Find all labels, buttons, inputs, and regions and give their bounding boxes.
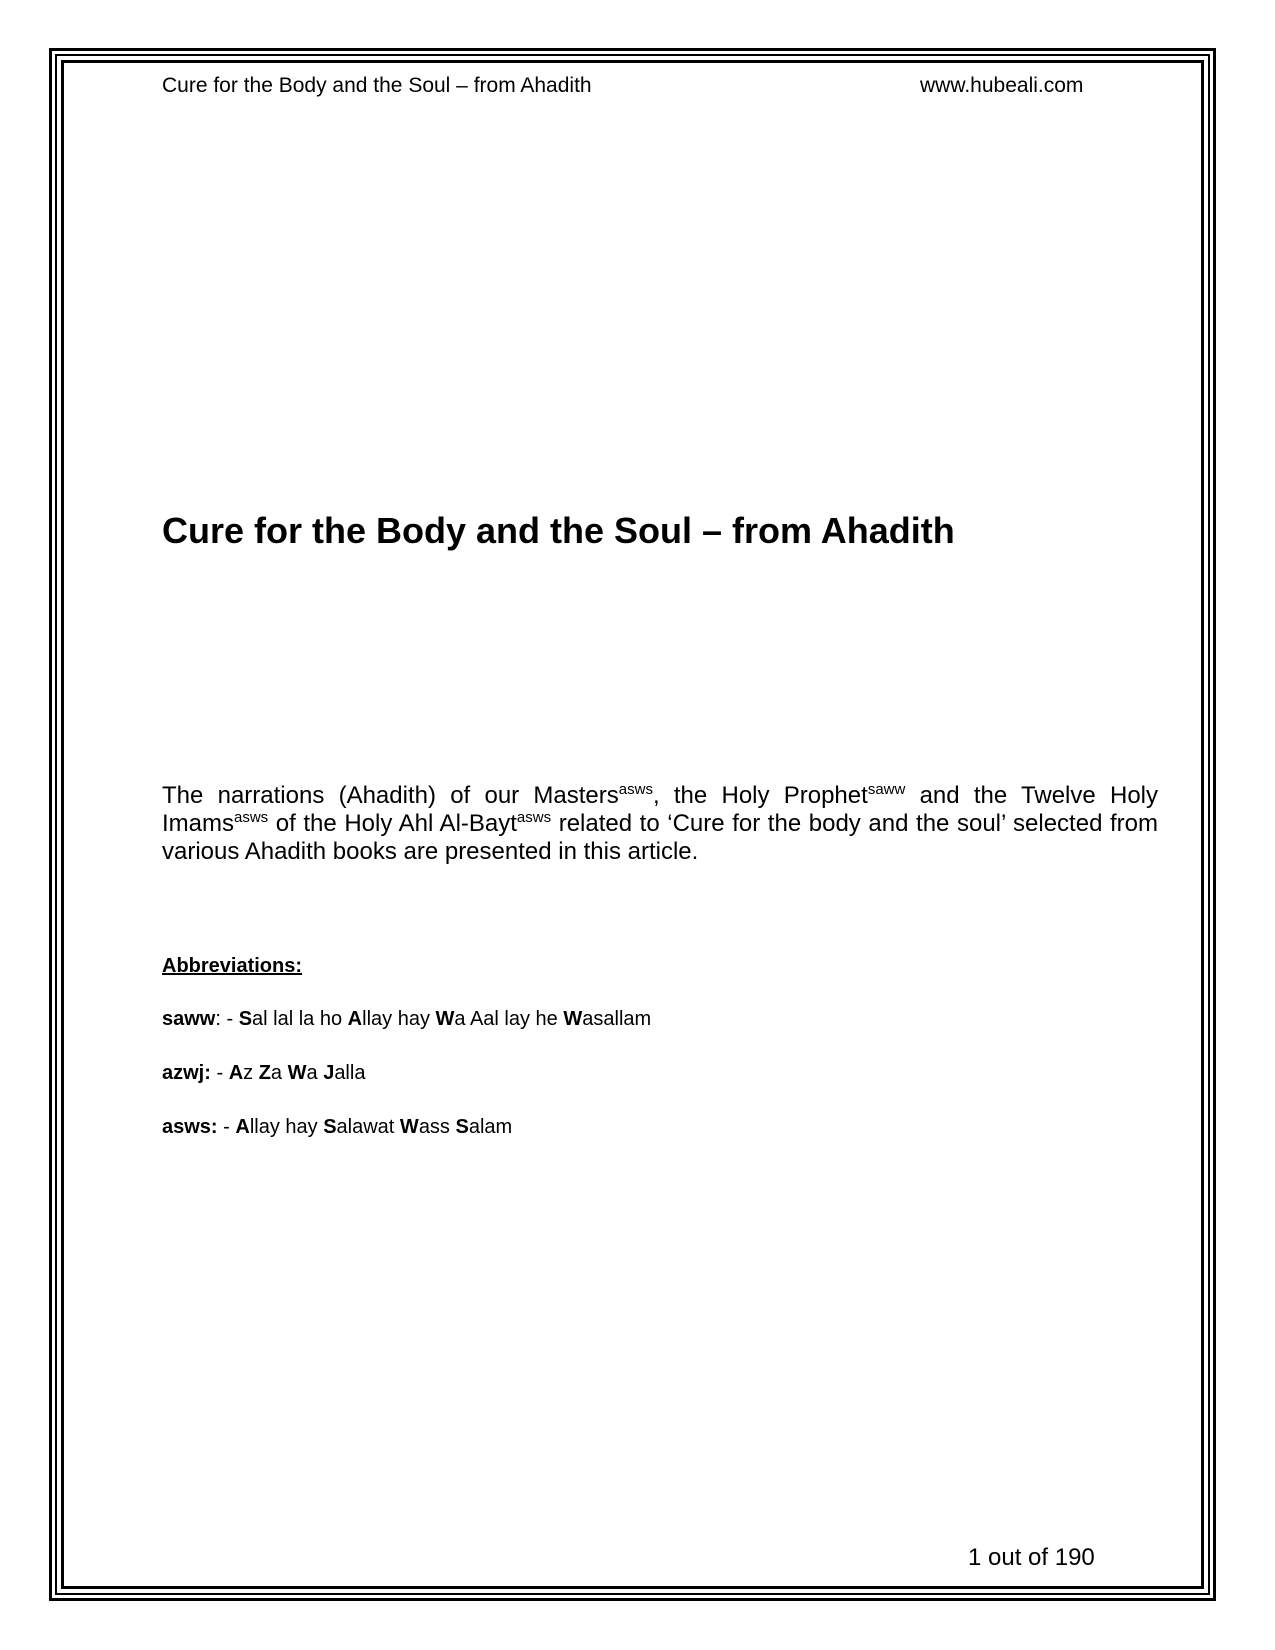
- abbreviation-letter: W: [399, 1116, 419, 1138]
- intro-text: The narrations (Ahadith) of our Masters: [162, 782, 619, 809]
- abbreviation-text: alam: [468, 1116, 513, 1138]
- running-header-title: Cure for the Body and the Soul – from Ahadith: [162, 74, 592, 97]
- abbreviation-separator: -: [217, 1116, 236, 1138]
- abbreviation-text: a: [270, 1062, 288, 1084]
- abbreviation-letter: A: [228, 1062, 244, 1084]
- running-header-website: www.hubeali.com: [920, 74, 1084, 97]
- abbreviation-letter: Z: [258, 1062, 271, 1084]
- abbreviation-text: a: [306, 1062, 324, 1084]
- intro-paragraph: [162, 782, 1158, 866]
- abbreviation-text: alawat: [336, 1116, 400, 1138]
- abbreviation-text: asallam: [582, 1008, 652, 1030]
- abbreviation-text: ass: [418, 1116, 456, 1138]
- abbreviation-saww: [162, 1008, 651, 1031]
- abbreviation-letter: S: [238, 1008, 253, 1030]
- abbreviation-text: llay hay: [362, 1008, 436, 1030]
- abbreviation-asws: [162, 1116, 512, 1139]
- abbreviation-term: saww: [162, 1008, 216, 1030]
- abbreviation-letter: J: [323, 1062, 335, 1084]
- abbreviation-text: z: [243, 1062, 259, 1084]
- abbreviation-letter: S: [455, 1116, 469, 1138]
- abbreviation-term: azwj:: [162, 1062, 211, 1084]
- intro-text: , the Holy Prophet: [652, 782, 868, 809]
- abbreviation-letter: A: [235, 1116, 250, 1138]
- abbreviation-separator: : -: [215, 1008, 239, 1030]
- document-title: Cure for the Body and the Soul – from Ahadith: [162, 510, 955, 551]
- honorific-superscript: asws: [618, 781, 653, 798]
- intro-text: related to ‘Cure for the body and the soul’ selected from various Ahadith books are presented in this article.: [162, 810, 1159, 865]
- abbreviation-term: asws:: [162, 1116, 218, 1138]
- page-number: 1 out of 190: [968, 1544, 1095, 1571]
- abbreviation-text: a Aal lay he: [454, 1008, 564, 1030]
- abbreviation-letter: W: [287, 1062, 307, 1084]
- abbreviation-letter: A: [347, 1008, 363, 1030]
- intro-text: of the Holy Ahl Al-Bayt: [268, 810, 517, 837]
- abbreviation-text: al lal la ho: [252, 1008, 348, 1030]
- honorific-superscript: asws: [234, 809, 269, 826]
- abbreviations-heading: Abbreviations:: [162, 955, 303, 977]
- honorific-superscript: asws: [516, 809, 552, 826]
- honorific-superscript: saww: [867, 781, 906, 798]
- abbreviation-text: llay hay: [249, 1116, 324, 1138]
- intro-text: and the Twelve Holy Imams: [162, 782, 1159, 837]
- abbreviation-letter: W: [563, 1008, 583, 1030]
- abbreviation-letter: S: [323, 1116, 337, 1138]
- abbreviation-text: alla: [334, 1062, 366, 1084]
- abbreviation-letter: W: [435, 1008, 455, 1030]
- abbreviation-separator: -: [210, 1062, 229, 1084]
- abbreviation-azwj: [162, 1062, 365, 1085]
